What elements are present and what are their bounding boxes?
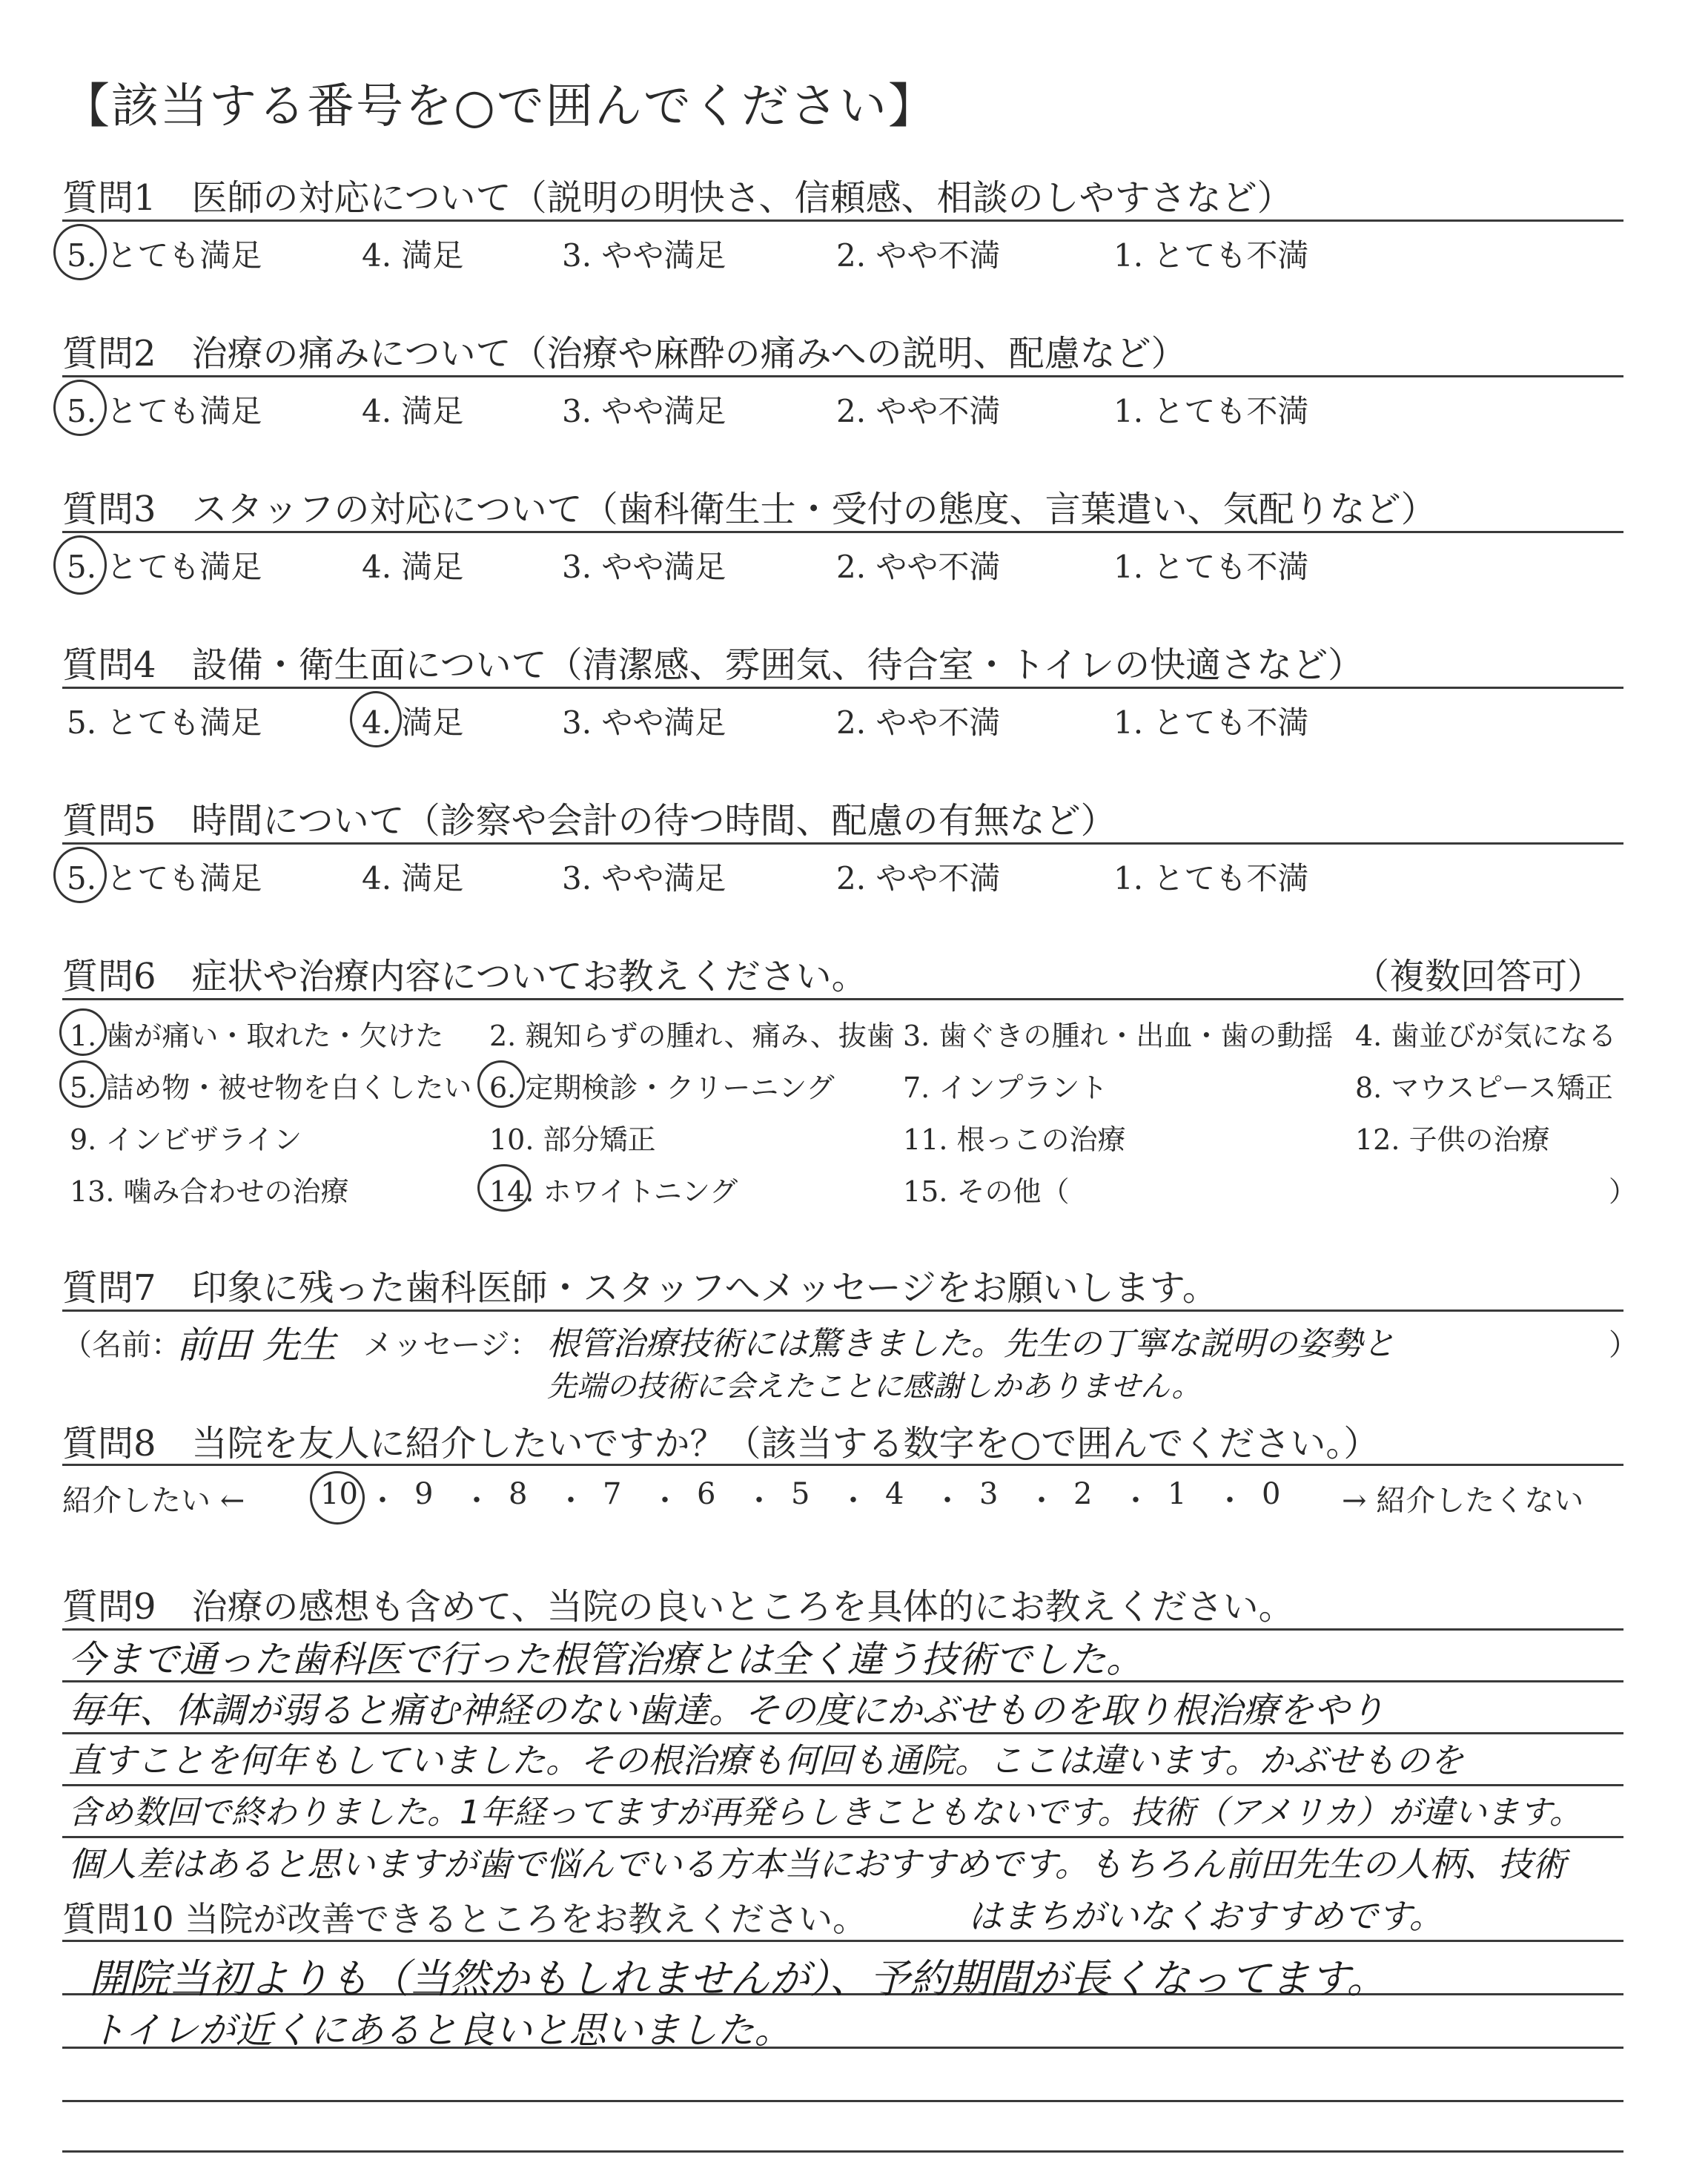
scale-value-6[interactable]: 6 bbox=[697, 1477, 716, 1511]
scale-value-2[interactable]: 2 bbox=[1073, 1477, 1093, 1511]
q4-option-2[interactable]: 2. やや不満 bbox=[836, 704, 1001, 741]
question-8: 質問8 当院を友人に紹介したいですか？（該当する数字を○で囲んでください。） bbox=[62, 1423, 1380, 1464]
q6-item-8[interactable]: 8. マウスピース矯正 bbox=[1355, 1071, 1613, 1104]
message-label: メッセージ： bbox=[363, 1328, 540, 1362]
divider bbox=[62, 1940, 1623, 1942]
question-5: 質問5 時間について（診察や会計の待つ時間、配慮の有無など） bbox=[62, 800, 1116, 842]
scale-separator-dot: ・ bbox=[838, 1484, 868, 1518]
divider bbox=[62, 842, 1623, 845]
scale-separator-dot: ・ bbox=[933, 1484, 962, 1518]
q6-item-14[interactable]: 14. ホワイトニング bbox=[489, 1175, 738, 1208]
q4-option-3[interactable]: 3. やや満足 bbox=[562, 704, 726, 741]
selection-circle bbox=[477, 1164, 531, 1212]
divider bbox=[62, 998, 1623, 1000]
scale-value-10[interactable]: 10 bbox=[320, 1477, 358, 1511]
scale-value-1[interactable]: 1 bbox=[1168, 1477, 1187, 1511]
q6-item-12[interactable]: 12. 子供の治療 bbox=[1355, 1123, 1550, 1156]
selection-circle bbox=[59, 1060, 107, 1108]
q6-item-4[interactable]: 4. 歯並びが気になる bbox=[1355, 1020, 1617, 1052]
scale-value-9[interactable]: 9 bbox=[414, 1477, 434, 1511]
q3-option-3[interactable]: 3. やや満足 bbox=[562, 549, 726, 585]
q10-answer-line: トイレが近くにあると良いと思いました。 bbox=[89, 2009, 792, 2052]
q9-answer-line: 個人差はあると思いますが歯で悩んでいる方本当におすすめです。もちろん前田先生の人柄、技術 bbox=[68, 1844, 1566, 1884]
selection-circle bbox=[477, 1060, 525, 1108]
q1-option-4[interactable]: 4. 満足 bbox=[362, 237, 464, 274]
selection-circle bbox=[350, 691, 402, 747]
divider bbox=[62, 1464, 1623, 1466]
q2-option-3[interactable]: 3. やや満足 bbox=[562, 393, 726, 429]
q3-option-5[interactable]: 5. とても満足 bbox=[67, 549, 262, 585]
divider bbox=[62, 687, 1623, 689]
q6-item-2[interactable]: 2. 親知らずの腫れ、痛み、抜歯 bbox=[489, 1020, 895, 1052]
q6-item-13[interactable]: 13. 噛み合わせの治療 bbox=[70, 1175, 349, 1208]
name-label: （名前： bbox=[62, 1328, 181, 1362]
question-3: 質問3 スタッフの対応について（歯科衛生士・受付の態度、言葉遣い、気配りなど） bbox=[62, 489, 1437, 530]
recommend-left-label: 紹介したい ← bbox=[62, 1484, 245, 1518]
scale-value-0[interactable]: 0 bbox=[1262, 1477, 1281, 1511]
scale-value-8[interactable]: 8 bbox=[509, 1477, 528, 1511]
message-close-paren: ） bbox=[1609, 1328, 1638, 1362]
scale-separator-dot: ・ bbox=[1027, 1484, 1056, 1518]
q2-option-4[interactable]: 4. 満足 bbox=[362, 393, 464, 429]
question-1: 質問1 医師の対応について（説明の明快さ、信頼感、相談のしやすさなど） bbox=[62, 177, 1293, 219]
selection-circle bbox=[53, 224, 107, 280]
q6-item-1[interactable]: 1. 歯が痛い・取れた・欠けた bbox=[70, 1020, 444, 1052]
q5-option-2[interactable]: 2. やや不満 bbox=[836, 860, 1001, 896]
question-10: 質問10 当院が改善できるところをお教えください。 bbox=[62, 1899, 867, 1939]
question-7: 質問7 印象に残った歯科医師・スタッフへメッセージをお願いします。 bbox=[62, 1267, 1218, 1309]
q9-answer-line: はまちがいなくおすすめです。 bbox=[968, 1896, 1443, 1936]
question-9: 質問9 治療の感想も含めて、当院の良いところを具体的にお教えください。 bbox=[62, 1586, 1294, 1628]
q6-item-9[interactable]: 9. インビザライン bbox=[70, 1123, 302, 1156]
name-value-handwritten[interactable]: 前田 先生 bbox=[176, 1324, 337, 1367]
selection-circle bbox=[59, 1008, 107, 1056]
question-2: 質問2 治療の痛みについて（治療や麻酔の痛みへの説明、配慮など） bbox=[62, 333, 1187, 374]
divider bbox=[62, 531, 1623, 533]
scale-separator-dot: ・ bbox=[1121, 1484, 1151, 1518]
q1-option-1[interactable]: 1. とても不満 bbox=[1113, 237, 1309, 274]
divider bbox=[62, 2150, 1623, 2153]
q1-option-2[interactable]: 2. やや不満 bbox=[836, 237, 1001, 274]
scale-value-7[interactable]: 7 bbox=[603, 1477, 622, 1511]
q4-option-1[interactable]: 1. とても不満 bbox=[1113, 704, 1309, 741]
q9-answer-line: 直すことを何年もしていました。その根治療も何回も通院。ここは違います。かぶせものを bbox=[68, 1740, 1464, 1780]
q10-answer-line: 開院当初よりも（当然かもしれませんが）、予約期間が長くなってます。 bbox=[89, 1955, 1387, 2002]
q9-answer-line: 含め数回で終わりました。1年経ってますが再発らしきこともないです。技術（アメリカ）が違います。 bbox=[68, 1794, 1582, 1832]
question-6: 質問6 症状や治療内容についてお教えください。 bbox=[62, 956, 867, 997]
scale-value-5[interactable]: 5 bbox=[791, 1477, 810, 1511]
message-line-1-handwritten[interactable]: 根管治療技術には驚きました。先生の丁寧な説明の姿勢と bbox=[547, 1325, 1395, 1363]
q5-option-4[interactable]: 4. 満足 bbox=[362, 860, 464, 896]
scale-separator-dot: ・ bbox=[462, 1484, 491, 1518]
q6-item-7[interactable]: 7. インプラント bbox=[903, 1071, 1108, 1104]
q6-item-15[interactable]: 15. その他（ bbox=[903, 1175, 1070, 1208]
scale-value-4[interactable]: 4 bbox=[885, 1477, 904, 1511]
selection-circle bbox=[310, 1471, 365, 1525]
q4-option-4[interactable]: 4. 満足 bbox=[362, 704, 464, 741]
scale-separator-dot: ・ bbox=[1215, 1484, 1245, 1518]
divider bbox=[62, 219, 1623, 222]
q6-item-5[interactable]: 5. 詰め物・被せ物を白くしたい bbox=[70, 1071, 472, 1104]
scale-separator-dot: ・ bbox=[744, 1484, 774, 1518]
q9-answer-line: 毎年、体調が弱ると痛む神経のない歯達。その度にかぶせものを取り根治療をやり bbox=[68, 1690, 1386, 1731]
scale-value-3[interactable]: 3 bbox=[979, 1477, 999, 1511]
q6-item-6[interactable]: 6. 定期検診・クリーニング bbox=[489, 1071, 835, 1104]
q2-option-1[interactable]: 1. とても不満 bbox=[1113, 393, 1309, 429]
divider bbox=[62, 1309, 1623, 1312]
q6-other-close-paren: ） bbox=[1609, 1175, 1638, 1208]
q5-option-5[interactable]: 5. とても満足 bbox=[67, 860, 262, 896]
q5-option-3[interactable]: 3. やや満足 bbox=[562, 860, 726, 896]
q9-answer-line: 今まで通った歯科医で行った根管治療とは全く違う技術でした。 bbox=[68, 1638, 1143, 1681]
q6-item-3[interactable]: 3. 歯ぐきの腫れ・出血・歯の動揺 bbox=[903, 1020, 1334, 1052]
q2-option-2[interactable]: 2. やや不満 bbox=[836, 393, 1001, 429]
scale-separator-dot: ・ bbox=[650, 1484, 680, 1518]
selection-circle bbox=[53, 535, 107, 595]
q4-option-5[interactable]: 5. とても満足 bbox=[67, 704, 262, 741]
selection-circle bbox=[53, 380, 107, 436]
q6-item-10[interactable]: 10. 部分矯正 bbox=[489, 1123, 656, 1156]
question-4: 質問4 設備・衛生面について（清潔感、雰囲気、待合室・トイレの快適さなど） bbox=[62, 644, 1364, 686]
multiple-answers-note: （複数回答可） bbox=[1354, 956, 1603, 997]
q5-option-1[interactable]: 1. とても不満 bbox=[1113, 860, 1309, 896]
scale-separator-dot: ・ bbox=[556, 1484, 586, 1518]
q3-option-2[interactable]: 2. やや不満 bbox=[836, 549, 1001, 585]
divider bbox=[62, 375, 1623, 377]
q1-option-5[interactable]: 5. とても満足 bbox=[67, 237, 262, 274]
q2-option-5[interactable]: 5. とても満足 bbox=[67, 393, 262, 429]
q3-option-4[interactable]: 4. 満足 bbox=[362, 549, 464, 585]
scale-separator-dot: ・ bbox=[368, 1484, 397, 1518]
form-title: 【該当する番号を○で囲んでください】 bbox=[62, 79, 937, 134]
q3-option-1[interactable]: 1. とても不満 bbox=[1113, 549, 1309, 585]
divider bbox=[62, 2100, 1623, 2102]
q6-item-11[interactable]: 11. 根っこの治療 bbox=[903, 1123, 1126, 1156]
message-line-2-handwritten[interactable]: 先端の技術に会えたことに感謝しかありません。 bbox=[547, 1370, 1202, 1404]
selection-circle bbox=[53, 847, 107, 903]
recommend-right-label: → 紹介したくない bbox=[1342, 1484, 1584, 1518]
q1-option-3[interactable]: 3. やや満足 bbox=[562, 237, 726, 274]
